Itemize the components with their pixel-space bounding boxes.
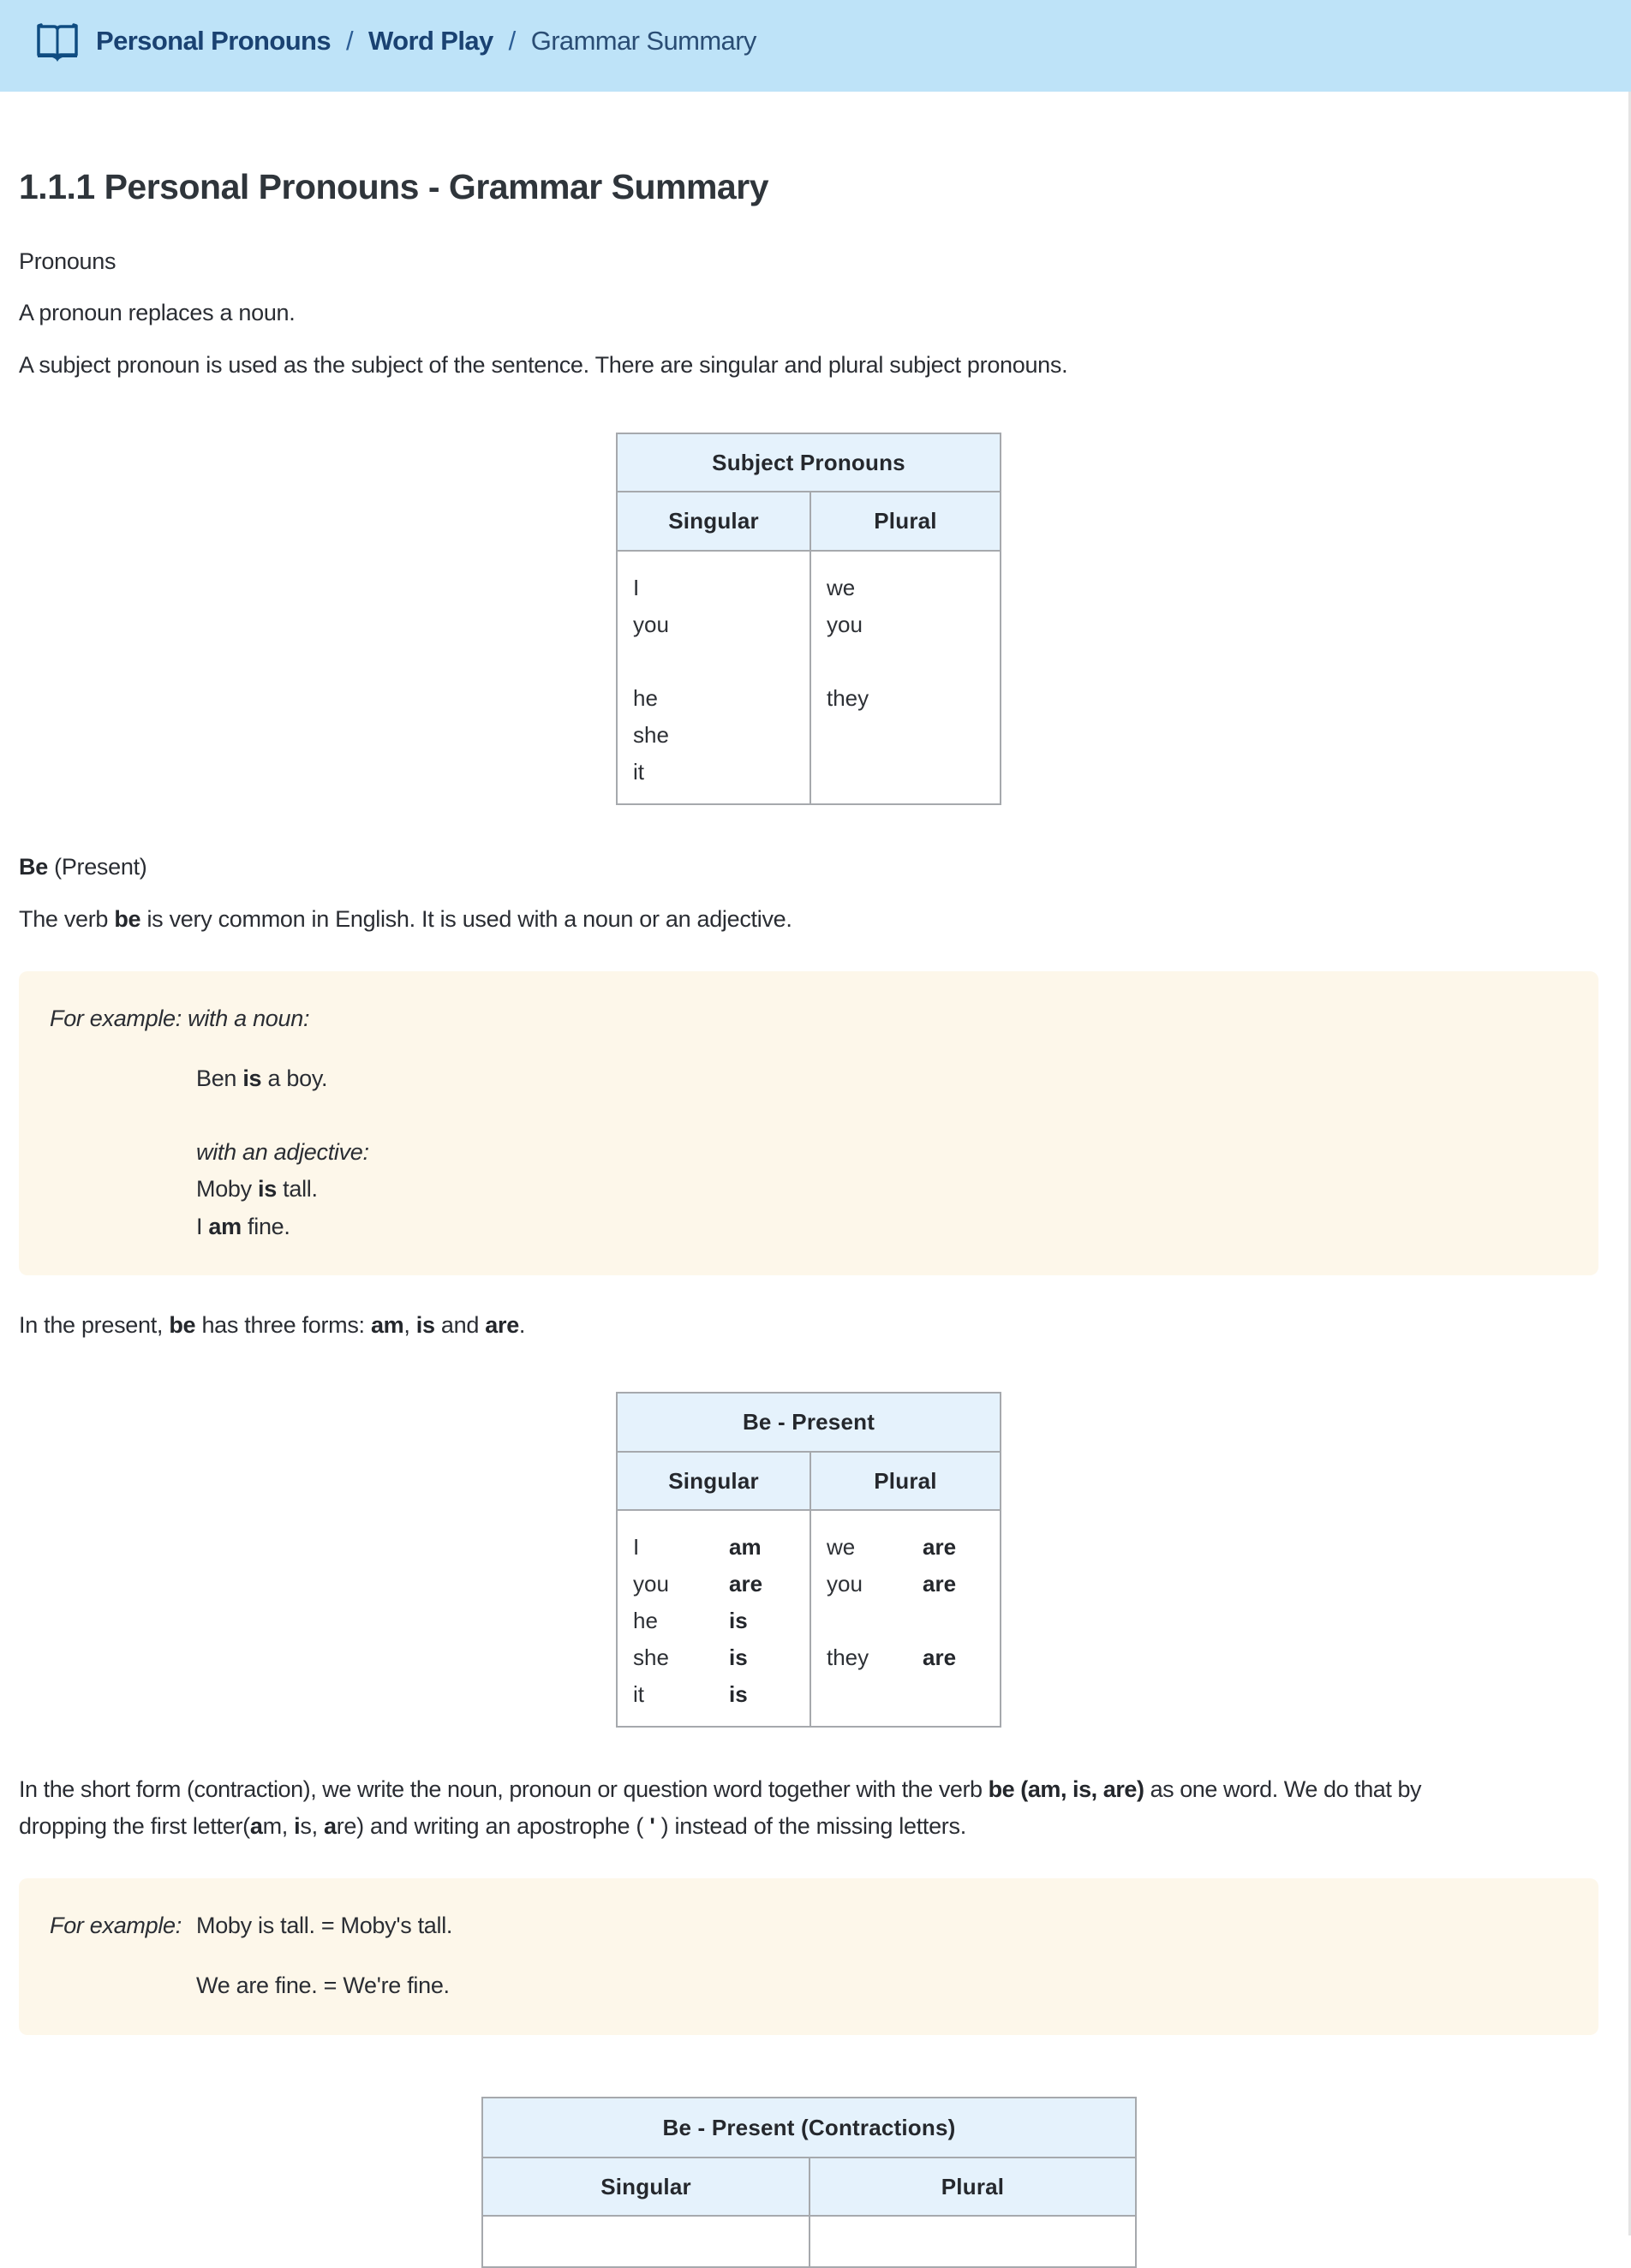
conjugation-row [633, 1566, 810, 1603]
verb: are [729, 1571, 763, 1597]
bold-text: am [370, 1312, 404, 1338]
conjugation-row [827, 1639, 1000, 1676]
text: In the present, [19, 1312, 170, 1338]
text: Moby [196, 1176, 259, 1202]
adjective-label: with an adjective: [196, 1139, 369, 1165]
pronoun: he [633, 685, 658, 711]
paragraph-contraction-line2 [19, 1811, 966, 1841]
subject-pronouns-table [616, 433, 1001, 805]
text: and [434, 1312, 486, 1338]
pronoun: I [633, 575, 640, 600]
table-title: Be - Present [617, 1393, 1001, 1452]
present-label: (Present) [47, 854, 147, 880]
bold-text: are [485, 1312, 519, 1338]
breadcrumb-separator: / [508, 26, 516, 56]
bold-text: am [208, 1214, 242, 1239]
paragraph-pronoun-replaces: A pronoun replaces a noun. [19, 300, 296, 325]
text: a boy. [261, 1065, 328, 1091]
example-box-contraction [19, 1878, 1598, 2035]
conjugation-row [827, 1529, 1000, 1566]
pronoun: you [633, 1571, 669, 1597]
plural-cell [810, 551, 1001, 804]
be-present-table [616, 1392, 1001, 1728]
example-adjective-1 [196, 1174, 318, 1203]
singular-cell [482, 2216, 810, 2267]
bold-text: be [114, 906, 141, 932]
conjugation-row [827, 1603, 1000, 1639]
pronoun: it [633, 1681, 644, 1707]
example-noun [196, 1064, 327, 1093]
table-title: Subject Pronouns [617, 433, 1001, 492]
paragraph-contraction-line1 [19, 1775, 1421, 1804]
text: ) instead of the missing letters. [654, 1813, 966, 1839]
conjugation-row [633, 1639, 810, 1676]
pronoun: they [827, 685, 869, 711]
breadcrumb-separator: / [346, 26, 354, 56]
text: dropping the first letter( [19, 1813, 250, 1839]
column-header-singular: Singular [482, 2158, 810, 2216]
text: fine. [241, 1214, 290, 1239]
verb: are [923, 1644, 957, 1670]
text: has three forms: [195, 1312, 371, 1338]
column-header-plural: Plural [810, 1452, 1001, 1510]
pronoun: I [633, 1534, 640, 1560]
conjugation-row [633, 1529, 810, 1566]
conjugation-row [633, 1676, 810, 1713]
pronoun: you [827, 612, 863, 637]
conjugation-row [633, 1603, 810, 1639]
bold-text: a [249, 1813, 263, 1839]
pronoun: she [633, 1644, 669, 1670]
text: as one word. We do that by [1144, 1776, 1422, 1802]
text: I [196, 1214, 209, 1239]
bold-text: be [169, 1312, 196, 1338]
bold-text: a [323, 1813, 337, 1839]
text: m, [262, 1813, 295, 1839]
bold-text: is [242, 1065, 262, 1091]
singular-cell [617, 551, 810, 804]
pronoun [827, 643, 1000, 680]
bold-text: i [294, 1813, 301, 1839]
text: is very common in English. It is used with a noun or an adjective. [140, 906, 792, 932]
example-contraction-1: Moby is tall. = Moby's tall. [196, 1913, 453, 1938]
paragraph-three-forms [19, 1310, 525, 1340]
pronoun: you [633, 612, 669, 637]
pronoun: we [827, 575, 856, 600]
table-title: Be - Present (Contractions) [482, 2098, 1136, 2158]
paragraph-pronouns: Pronouns [19, 248, 116, 274]
bold-text: is [258, 1176, 277, 1202]
be-bold: Be [19, 854, 48, 880]
top-header-bar [0, 0, 1631, 92]
example-label: For example: [50, 1913, 182, 1938]
plural-cell [810, 2216, 1136, 2267]
pronoun: he [633, 1608, 658, 1633]
pronoun: we [827, 1534, 856, 1560]
conjugation-row [827, 1566, 1000, 1603]
pronoun: you [827, 1571, 863, 1597]
example-adjective-2 [196, 1212, 290, 1241]
be-present-heading [19, 852, 146, 881]
bold-text: be (am, is, are) [988, 1776, 1144, 1802]
paragraph-verb-be [19, 904, 792, 934]
text: Ben [196, 1065, 243, 1091]
text: , [403, 1312, 416, 1338]
example-contraction-2: We are fine. = We're fine. [196, 1973, 450, 1998]
pronoun: they [827, 1644, 869, 1670]
pronoun [633, 643, 810, 680]
text: re) and writing an apostrophe ( [336, 1813, 650, 1839]
column-header-singular: Singular [617, 1452, 810, 1510]
verb: is [729, 1608, 748, 1633]
example-label: For example: with a noun: [50, 1006, 310, 1031]
verb: is [729, 1681, 748, 1707]
breadcrumb [96, 0, 756, 82]
singular-cell [617, 1510, 810, 1727]
verb: are [923, 1534, 957, 1560]
column-header-plural: Plural [810, 492, 1001, 551]
page-title: 1.1.1 Personal Pronouns - Grammar Summary [19, 167, 768, 206]
book-open-icon [36, 23, 79, 63]
pronoun: it [633, 759, 644, 785]
breadcrumb-personal-pronouns[interactable]: Personal Pronouns [96, 26, 332, 56]
verb: am [729, 1534, 762, 1560]
pronoun [827, 1603, 923, 1639]
bold-text: ' [649, 1813, 655, 1839]
text: . [518, 1312, 526, 1338]
verb: are [923, 1571, 957, 1597]
paragraph-subject-pronoun: A subject pronoun is used as the subject of the sentence. There are singular and plural subject pronouns. [19, 352, 1068, 378]
breadcrumb-word-play[interactable]: Word Play [368, 26, 493, 56]
verb: is [729, 1644, 748, 1670]
text: In the short form (contraction), we write the noun, pronoun or question word together with the verb [19, 1776, 989, 1802]
bold-text: is [415, 1312, 435, 1338]
column-header-singular: Singular [617, 492, 810, 551]
plural-cell [810, 1510, 1001, 1727]
column-header-plural: Plural [810, 2158, 1136, 2216]
text: s, [300, 1813, 324, 1839]
text: tall. [276, 1176, 318, 1202]
breadcrumb-grammar-summary: Grammar Summary [530, 26, 756, 56]
example-box-be [19, 971, 1598, 1275]
text: The verb [19, 906, 115, 932]
pronoun: she [633, 722, 669, 748]
be-present-contractions-table [481, 2097, 1137, 2268]
